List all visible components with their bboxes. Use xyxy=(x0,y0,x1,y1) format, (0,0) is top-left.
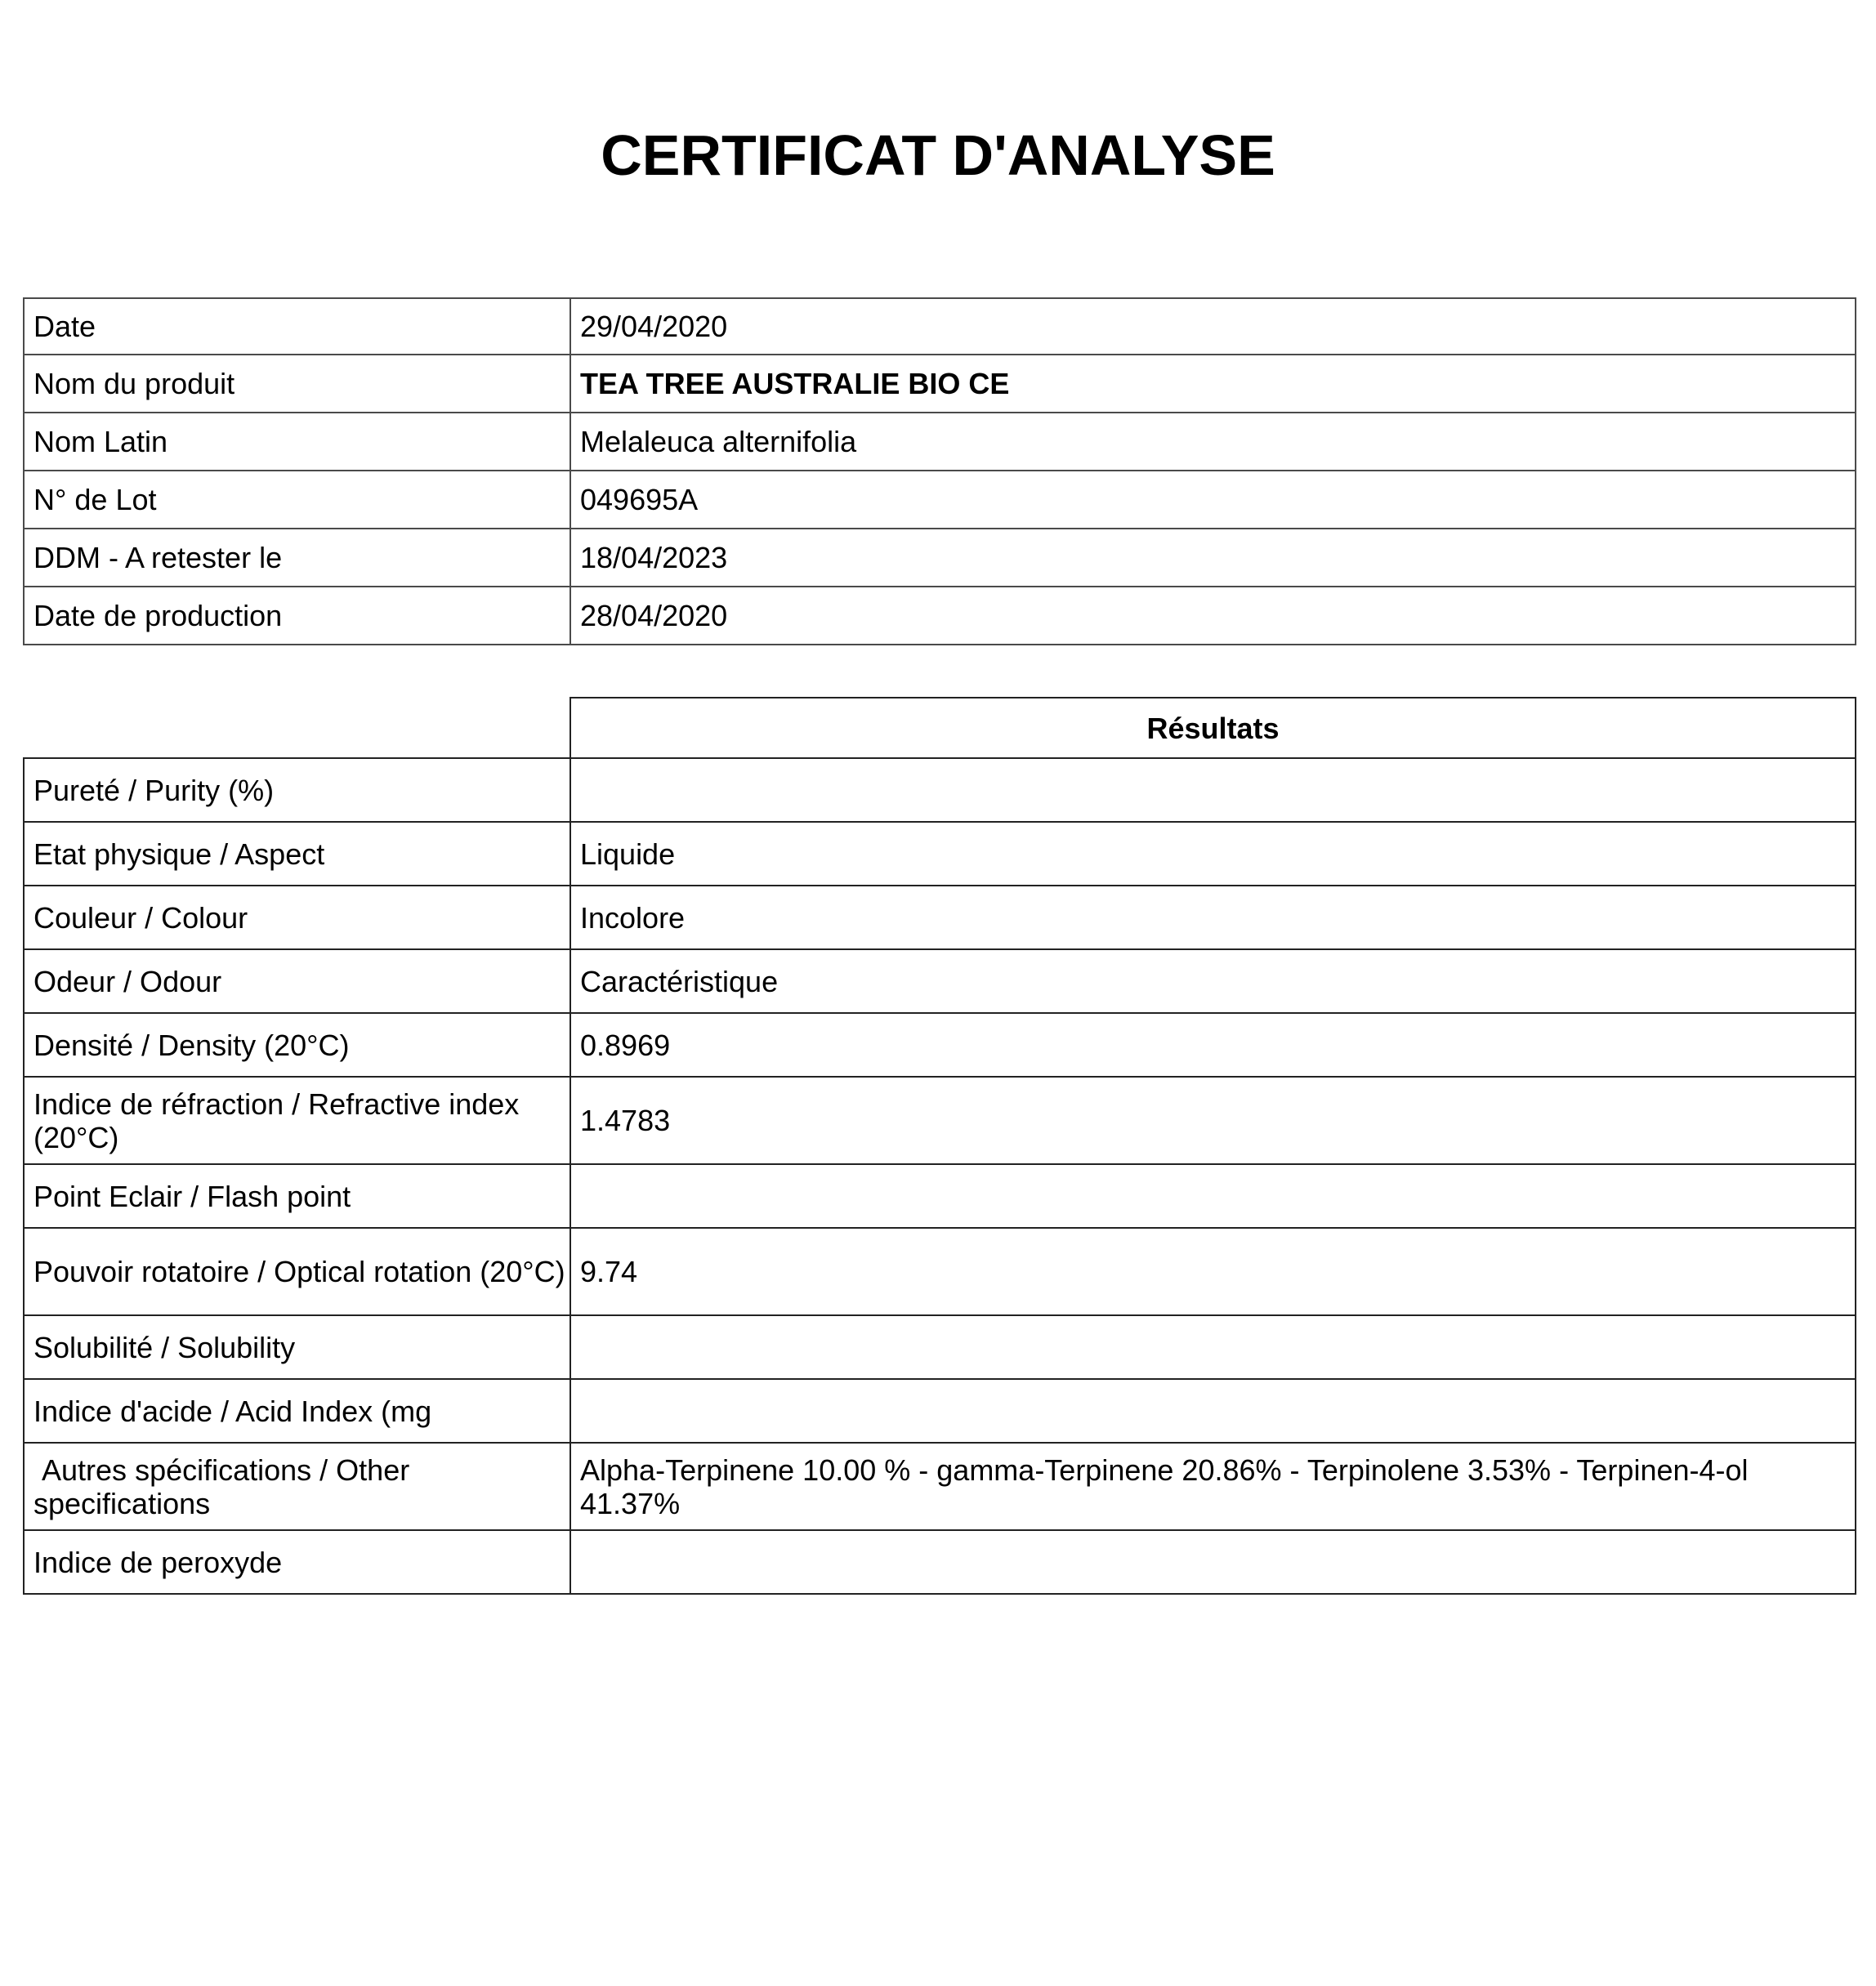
result-value-colour: Incolore xyxy=(570,886,1856,949)
results-table xyxy=(23,697,1856,1595)
result-value-optical-rotation: 9.74 xyxy=(570,1228,1856,1315)
result-label-acid-index: Indice d'acide / Acid Index (mg xyxy=(24,1379,570,1443)
result-value-refractive-index: 1.4783 xyxy=(570,1077,1856,1164)
result-label-aspect: Etat physique / Aspect xyxy=(24,822,570,886)
result-value-flash-point xyxy=(570,1164,1856,1228)
table-row xyxy=(24,471,1856,529)
table-row xyxy=(24,1077,1856,1164)
table-row xyxy=(24,1315,1856,1379)
result-label-purity: Pureté / Purity (%) xyxy=(24,758,570,822)
info-label-latin-name: Nom Latin xyxy=(24,413,570,471)
info-value-latin-name: Melaleuca alternifolia xyxy=(570,413,1856,471)
table-row xyxy=(24,1443,1856,1530)
result-value-odour: Caractéristique xyxy=(570,949,1856,1013)
info-label-date: Date xyxy=(24,298,570,355)
table-row xyxy=(24,1228,1856,1315)
result-value-solubility xyxy=(570,1315,1856,1379)
result-label-optical-rotation: Pouvoir rotatoire / Optical rotation (20°C) xyxy=(24,1228,570,1315)
table-row xyxy=(24,587,1856,645)
table-row xyxy=(24,529,1856,587)
results-header: Résultats xyxy=(570,698,1856,758)
info-value-product-name: TEA TREE AUSTRALIE BIO CE xyxy=(570,355,1856,413)
table-row xyxy=(24,355,1856,413)
table-row xyxy=(24,822,1856,886)
result-label-flash-point: Point Eclair / Flash point xyxy=(24,1164,570,1228)
table-row xyxy=(24,1379,1856,1443)
page-title: CERTIFICAT D'ANALYSE xyxy=(601,123,1275,187)
table-row xyxy=(24,758,1856,822)
info-value-retest-date: 18/04/2023 xyxy=(570,529,1856,587)
table-row xyxy=(24,886,1856,949)
result-value-purity xyxy=(570,758,1856,822)
result-label-colour: Couleur / Colour xyxy=(24,886,570,949)
table-row xyxy=(24,413,1856,471)
result-value-peroxide-index xyxy=(570,1530,1856,1594)
info-value-date: 29/04/2020 xyxy=(570,298,1856,355)
result-label-peroxide-index: Indice de peroxyde xyxy=(24,1530,570,1594)
table-row xyxy=(24,1013,1856,1077)
result-label-density: Densité / Density (20°C) xyxy=(24,1013,570,1077)
result-value-aspect: Liquide xyxy=(570,822,1856,886)
info-label-lot-number: N° de Lot xyxy=(24,471,570,529)
info-value-production-date: 28/04/2020 xyxy=(570,587,1856,645)
result-value-other-specifications: Alpha-Terpinene 10.00 % - gamma-Terpinene 20.86% - Terpinolene 3.53% - Terpinen-4-ol 41.37% xyxy=(570,1443,1856,1530)
result-label-refractive-index: Indice de réfraction / Refractive index (20°C) xyxy=(24,1077,570,1164)
result-label-odour: Odeur / Odour xyxy=(24,949,570,1013)
info-label-product-name: Nom du produit xyxy=(24,355,570,413)
result-value-density: 0.8969 xyxy=(570,1013,1856,1077)
info-label-production-date: Date de production xyxy=(24,587,570,645)
results-header-row xyxy=(24,698,1856,758)
table-row xyxy=(24,1164,1856,1228)
result-value-acid-index xyxy=(570,1379,1856,1443)
info-label-retest-date: DDM - A retester le xyxy=(24,529,570,587)
info-value-lot-number: 049695A xyxy=(570,471,1856,529)
table-row xyxy=(24,1530,1856,1594)
table-row xyxy=(24,298,1856,355)
result-label-solubility: Solubilité / Solubility xyxy=(24,1315,570,1379)
result-label-other-specifications: Autres spécifications / Other specifications xyxy=(24,1443,570,1530)
table-row xyxy=(24,949,1856,1013)
product-info-table xyxy=(23,297,1856,645)
results-corner-cell xyxy=(24,698,570,758)
